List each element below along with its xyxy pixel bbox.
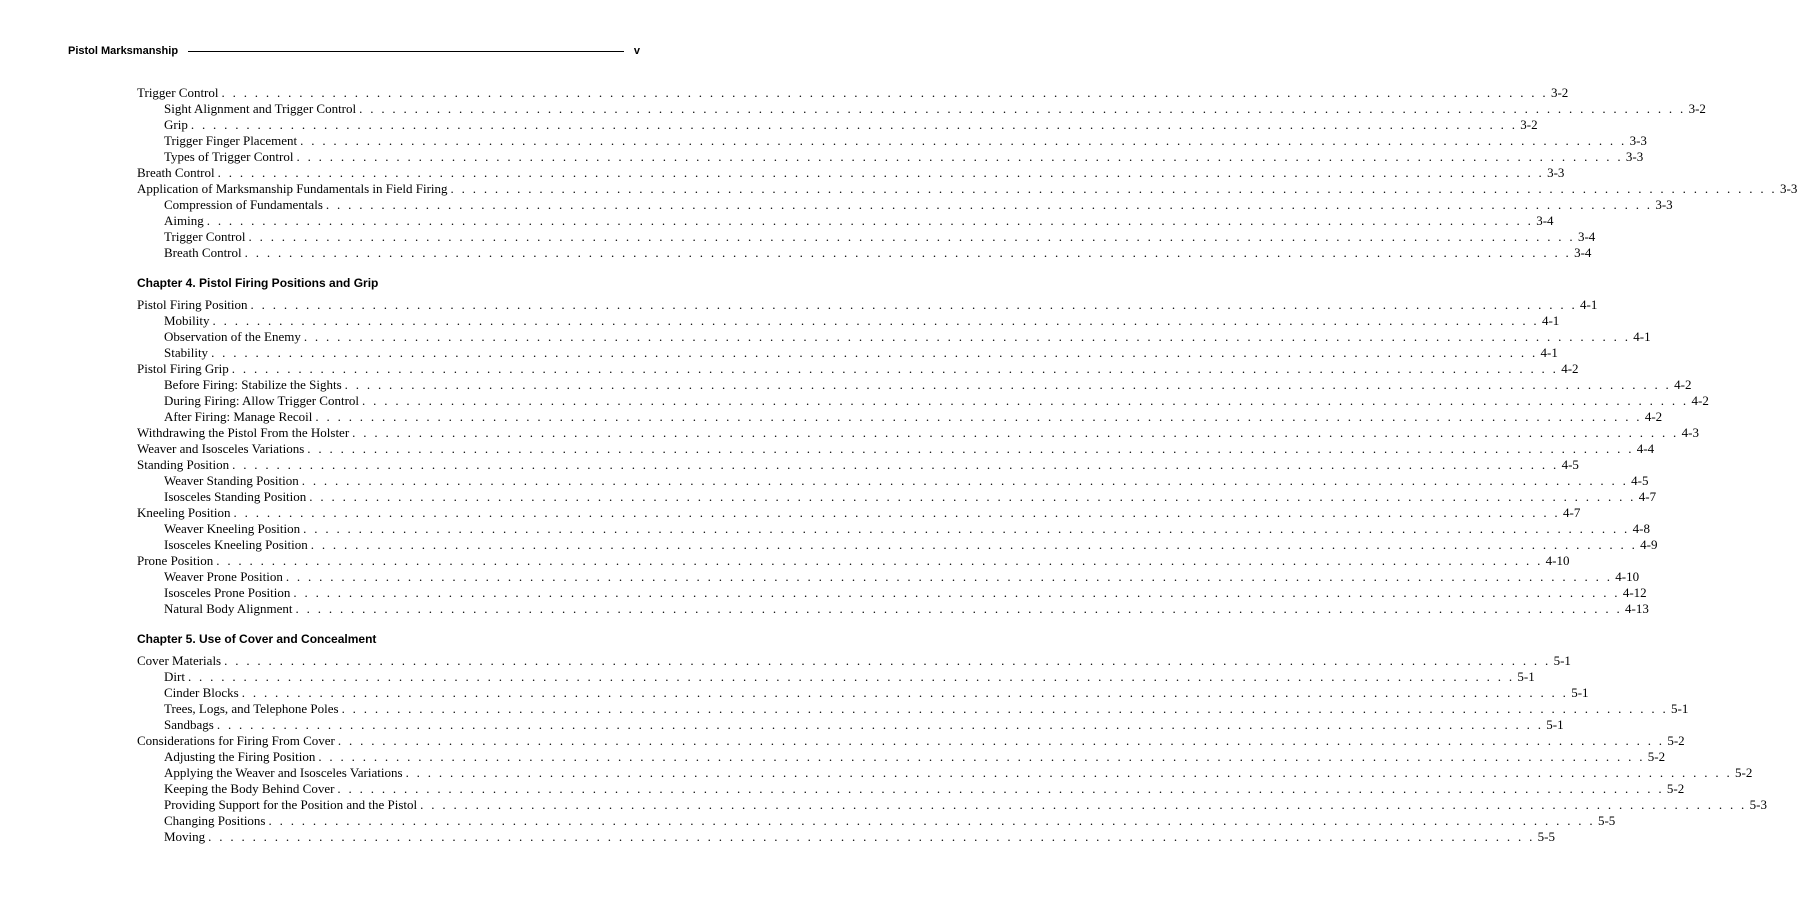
toc-entry-page: 3-3 bbox=[1779, 181, 1797, 196]
toc-entry-page: 3-3 bbox=[1547, 165, 1565, 180]
toc-subentry[interactable] bbox=[137, 473, 1649, 489]
toc-entry-page: 4-1 bbox=[1541, 313, 1560, 328]
toc-entry-title: Prone Position bbox=[137, 553, 214, 568]
toc-entry-title: Pistol Firing Grip bbox=[137, 361, 229, 376]
toc-entry-page: 5-1 bbox=[1553, 653, 1571, 668]
toc-entry-page: 4-1 bbox=[1540, 345, 1558, 360]
dot-leader: . . . . . . . . . . . . . . . . . . . . . . . . . . . . . . . . . . . . . . . . . . . . . . . . . . . . . . . . . . . . . . . . . . . . . . . . . . . . . . . . . . . . . . . . . . . . . . . . . . . . . . . . . . . . . . . . . . . . . . . . bbox=[244, 245, 1572, 260]
dot-leader: . . . . . . . . . . . . . . . . . . . . . . . . . . . . . . . . . . . . . . . . . . . . . . . . . . . . . . . . . . . . . . . . . . . . . . . . . . . . . . . . . . . . . . . . . . . . . . . . . . . . . . . . . . . . . . . . . . . . . . . . bbox=[231, 361, 1559, 376]
toc-entry-title: Stability bbox=[164, 345, 209, 360]
toc-entry-title: Isosceles Standing Position bbox=[164, 489, 307, 504]
toc-entry-title: Kneeling Position bbox=[137, 505, 231, 520]
dot-leader: . . . . . . . . . . . . . . . . . . . . . . . . . . . . . . . . . . . . . . . . . . . . . . . . . . . . . . . . . . . . . . . . . . . . . . . . . . . . . . . . . . . . . . . . . . . . . . . . . . . . . . . . . . . . . . . . . . . . . . . . bbox=[250, 297, 1577, 312]
toc-entry-page: 4-2 bbox=[1674, 377, 1692, 392]
toc-entry-title: Weaver and Isosceles Variations bbox=[137, 441, 305, 456]
toc-entry-title: Application of Marksmanship Fundamentals in Field Firing bbox=[137, 181, 448, 196]
toc-entry-page: 4-5 bbox=[1561, 457, 1579, 472]
toc-subentry[interactable] bbox=[137, 345, 1558, 361]
toc-subentry[interactable] bbox=[137, 101, 1706, 117]
dot-leader: . . . . . . . . . . . . . . . . . . . . . . . . . . . . . . . . . . . . . . . . . . . . . . . . . . . . . . . . . . . . . . . . . . . . . . . . . . . . . . . . . . . . . . . . . . . . . . . . . . . . . . . . . . . . . . . . . . . . . . . . bbox=[224, 653, 1551, 668]
toc-subentry[interactable] bbox=[137, 749, 1666, 765]
toc-entry-title: Providing Support for the Position and the Pistol bbox=[164, 797, 418, 812]
toc-entry-title: Weaver Prone Position bbox=[164, 569, 283, 584]
toc-entry-title: Withdrawing the Pistol From the Holster bbox=[137, 425, 350, 440]
toc-subentry[interactable] bbox=[137, 245, 1592, 261]
toc-entry[interactable] bbox=[137, 165, 1565, 181]
toc-entry[interactable] bbox=[137, 85, 1569, 101]
toc-entry-title: Sight Alignment and Trigger Control bbox=[164, 101, 357, 116]
toc-subentry[interactable] bbox=[137, 213, 1554, 229]
dot-leader: . . . . . . . . . . . . . . . . . . . . . . . . . . . . . . . . . . . . . . . . . . . . . . . . . . . . . . . . . . . . . . . . . . . . . . . . . . . . . . . . . . . . . . . . . . . . . . . . . . . . . . . . . . . . . . . . . . . . . . . . bbox=[303, 521, 1630, 536]
toc-entry-title: Trigger Control bbox=[164, 229, 246, 244]
toc-entry-title: Adjusting the Firing Position bbox=[164, 749, 316, 764]
header-page-number: v bbox=[633, 45, 640, 57]
toc-entry-title: Considerations for Firing From Cover bbox=[137, 733, 335, 748]
toc-entry-title: Trigger Finger Placement bbox=[164, 133, 298, 148]
toc-entry-page: 5-1 bbox=[1517, 669, 1535, 684]
toc-entry[interactable] bbox=[137, 733, 1685, 749]
toc-entry-page: 4-10 bbox=[1545, 553, 1570, 568]
dot-leader: . . . . . . . . . . . . . . . . . . . . . . . . . . . . . . . . . . . . . . . . . . . . . . . . . . . . . . . . . . . . . . . . . . . . . . . . . . . . . . . . . . . . . . . . . . . . . . . . . . . . . . . . . . . . . . . . . . . . . . . . bbox=[233, 505, 1560, 520]
toc-entry[interactable] bbox=[137, 653, 1571, 669]
toc-entry-page: 3-4 bbox=[1577, 229, 1596, 244]
toc-entry-title: After Firing: Manage Recoil bbox=[164, 409, 313, 424]
dot-leader: . . . . . . . . . . . . . . . . . . . . . . . . . . . . . . . . . . . . . . . . . . . . . . . . . . . . . . . . . . . . . . . . . . . . . . . . . . . . . . . . . . . . . . . . . . . . . . . . . . . . . . . . . . . . . . . . . . . . . . . . bbox=[268, 813, 1595, 828]
chapter-heading: Chapter 5. Use of Cover and Concealment bbox=[137, 632, 377, 646]
toc-entry-title: Applying the Weaver and Isosceles Variations bbox=[164, 765, 403, 780]
toc-entry-page: 4-2 bbox=[1644, 409, 1663, 424]
table-of-contents bbox=[137, 85, 1797, 845]
toc-entry-title: Trees, Logs, and Telephone Poles bbox=[164, 701, 339, 716]
toc-entry-page: 3-4 bbox=[1536, 213, 1554, 228]
toc-entry-title: Weaver Kneeling Position bbox=[164, 521, 301, 536]
dot-leader: . . . . . . . . . . . . . . . . . . . . . . . . . . . . . . . . . . . . . . . . . . . . . . . . . . . . . . . . . . . . . . . . . . . . . . . . . . . . . . . . . . . . . . . . . . . . . . . . . . . . . . . . . . . . . . . . . . . . . . . . bbox=[293, 585, 1620, 600]
toc-subentry[interactable] bbox=[137, 409, 1663, 425]
dot-leader: . . . . . . . . . . . . . . . . . . . . . . . . . . . . . . . . . . . . . . . . . . . . . . . . . . . . . . . . . . . . . . . . . . . . . . . . . . . . . . . . . . . . . . . . . . . . . . . . . . . . . . . . . . . . . . . . . . . . . . . . bbox=[309, 489, 1636, 504]
toc-subentry[interactable] bbox=[137, 569, 1640, 585]
toc-entry-page: 4-7 bbox=[1638, 489, 1657, 504]
toc-entry-page: 5-3 bbox=[1749, 797, 1767, 812]
toc-entry-title: Types of Trigger Control bbox=[164, 149, 294, 164]
toc-entry-page: 5-2 bbox=[1735, 765, 1753, 780]
dot-leader: . . . . . . . . . . . . . . . . . . . . . . . . . . . . . . . . . . . . . . . . . . . . . . . . . . . . . . . . . . . . . . . . . . . . . . . . . . . . . . . . . . . . . . . . . . . . . . . . . . . . . . . . . . . . . . . . . . . . . . . . bbox=[216, 553, 1543, 568]
toc-entry-title: Before Firing: Stabilize the Sights bbox=[164, 377, 342, 392]
dot-leader: . . . . . . . . . . . . . . . . . . . . . . . . . . . . . . . . . . . . . . . . . . . . . . . . . . . . . . . . . . . . . . . . . . . . . . . . . . . . . . . . . . . . . . . . . . . . . . . . . . . . . . . . . . . . . . . . . . . . . . . . bbox=[420, 797, 1747, 812]
toc-entry-title: Changing Positions bbox=[164, 813, 266, 828]
toc-entry-page: 4-8 bbox=[1632, 521, 1650, 536]
toc-subentry[interactable] bbox=[137, 701, 1689, 717]
toc-subentry[interactable] bbox=[137, 717, 1564, 733]
dot-leader: . . . . . . . . . . . . . . . . . . . . . . . . . . . . . . . . . . . . . . . . . . . . . . . . . . . . . . . . . . . . . . . . . . . . . . . . . . . . . . . . . . . . . . . . . . . . . . . . . . . . . . . . . . . . . . . . . . . . . . . . bbox=[405, 765, 1733, 780]
dot-leader: . . . . . . . . . . . . . . . . . . . . . . . . . . . . . . . . . . . . . . . . . . . . . . . . . . . . . . . . . . . . . . . . . . . . . . . . . . . . . . . . . . . . . . . . . . . . . . . . . . . . . . . . . . . . . . . . . . . . . . . . bbox=[190, 117, 1518, 132]
toc-entry-page: 3-4 bbox=[1574, 245, 1592, 260]
header-title: Pistol Marksmanship bbox=[68, 45, 179, 57]
dot-leader: . . . . . . . . . . . . . . . . . . . . . . . . . . . . . . . . . . . . . . . . . . . . . . . . . . . . . . . . . . . . . . . . . . . . . . . . . . . . . . . . . . . . . . . . . . . . . . . . . . . . . . . . . . . . . . . . . . . . . . . . bbox=[296, 149, 1623, 164]
toc-entry-title: Cover Materials bbox=[137, 653, 222, 668]
dot-leader: . . . . . . . . . . . . . . . . . . . . . . . . . . . . . . . . . . . . . . . . . . . . . . . . . . . . . . . . . . . . . . . . . . . . . . . . . . . . . . . . . . . . . . . . . . . . . . . . . . . . . . . . . . . . . . . . . . . . . . . . bbox=[337, 733, 1665, 748]
toc-entry-page: 5-2 bbox=[1667, 733, 1685, 748]
toc-entry-title: Isosceles Prone Position bbox=[164, 585, 291, 600]
toc-entry[interactable] bbox=[137, 425, 1699, 441]
dot-leader: . . . . . . . . . . . . . . . . . . . . . . . . . . . . . . . . . . . . . . . . . . . . . . . . . . . . . . . . . . . . . . . . . . . . . . . . . . . . . . . . . . . . . . . . . . . . . . . . . . . . . . . . . . . . . . . . . . . . . . . . bbox=[325, 197, 1653, 212]
dot-leader: . . . . . . . . . . . . . . . . . . . . . . . . . . . . . . . . . . . . . . . . . . . . . . . . . . . . . . . . . . . . . . . . . . . . . . . . . . . . . . . . . . . . . . . . . . . . . . . . . . . . . . . . . . . . . . . . . . . . . . . . bbox=[248, 229, 1575, 244]
dot-leader: . . . . . . . . . . . . . . . . . . . . . . . . . . . . . . . . . . . . . . . . . . . . . . . . . . . . . . . . . . . . . . . . . . . . . . . . . . . . . . . . . . . . . . . . . . . . . . . . . . . . . . . . . . . . . . . . . . . . . . . . bbox=[318, 749, 1645, 764]
toc-subentry[interactable] bbox=[137, 133, 1647, 149]
toc-entry-page: 5-2 bbox=[1666, 781, 1685, 796]
toc-subentry[interactable] bbox=[137, 813, 1616, 829]
toc-entry-page: 4-9 bbox=[1640, 537, 1658, 552]
dot-leader: . . . . . . . . . . . . . . . . . . . . . . . . . . . . . . . . . . . . . . . . . . . . . . . . . . . . . . . . . . . . . . . . . . . . . . . . . . . . . . . . . . . . . . . . . . . . . . . . . . . . . . . . . . . . . . . . . . . . . . . . bbox=[307, 441, 1634, 456]
dot-leader: . . . . . . . . . . . . . . . . . . . . . . . . . . . . . . . . . . . . . . . . . . . . . . . . . . . . . . . . . . . . . . . . . . . . . . . . . . . . . . . . . . . . . . . . . . . . . . . . . . . . . . . . . . . . . . . . . . . . . . . . bbox=[303, 329, 1631, 344]
dot-leader: . . . . . . . . . . . . . . . . . . . . . . . . . . . . . . . . . . . . . . . . . . . . . . . . . . . . . . . . . . . . . . . . . . . . . . . . . . . . . . . . . . . . . . . . . . . . . . . . . . . . . . . . . . . . . . . . . . . . . . . . bbox=[450, 181, 1777, 196]
toc-entry-page: 4-4 bbox=[1636, 441, 1655, 456]
dot-leader: . . . . . . . . . . . . . . . . . . . . . . . . . . . . . . . . . . . . . . . . . . . . . . . . . . . . . . . . . . . . . . . . . . . . . . . . . . . . . . . . . . . . . . . . . . . . . . . . . . . . . . . . . . . . . . . . . . . . . . . . bbox=[206, 213, 1534, 228]
toc-entry-title: Observation of the Enemy bbox=[164, 329, 301, 344]
dot-leader: . . . . . . . . . . . . . . . . . . . . . . . . . . . . . . . . . . . . . . . . . . . . . . . . . . . . . . . . . . . . . . . . . . . . . . . . . . . . . . . . . . . . . . . . . . . . . . . . . . . . . . . . . . . . . . . . . . . . . . . . bbox=[211, 345, 1538, 360]
chapter-heading: Chapter 4. Pistol Firing Positions and Grip bbox=[137, 276, 379, 290]
toc-entry-page: 4-2 bbox=[1691, 393, 1709, 408]
dot-leader: . . . . . . . . . . . . . . . . . . . . . . . . . . . . . . . . . . . . . . . . . . . . . . . . . . . . . . . . . . . . . . . . . . . . . . . . . . . . . . . . . . . . . . . . . . . . . . . . . . . . . . . . . . . . . . . . . . . . . . . . bbox=[241, 685, 1569, 700]
dot-leader: . . . . . . . . . . . . . . . . . . . . . . . . . . . . . . . . . . . . . . . . . . . . . . . . . . . . . . . . . . . . . . . . . . . . . . . . . . . . . . . . . . . . . . . . . . . . . . . . . . . . . . . . . . . . . . . . . . . . . . . . bbox=[362, 393, 1689, 408]
toc-entry-page: 4-5 bbox=[1631, 473, 1649, 488]
dot-leader: . . . . . . . . . . . . . . . . . . . . . . . . . . . . . . . . . . . . . . . . . . . . . . . . . . . . . . . . . . . . . . . . . . . . . . . . . . . . . . . . . . . . . . . . . . . . . . . . . . . . . . . . . . . . . . . . . . . . . . . . bbox=[295, 601, 1622, 616]
dot-leader: . . . . . . . . . . . . . . . . . . . . . . . . . . . . . . . . . . . . . . . . . . . . . . . . . . . . . . . . . . . . . . . . . . . . . . . . . . . . . . . . . . . . . . . . . . . . . . . . . . . . . . . . . . . . . . . . . . . . . . . . bbox=[344, 377, 1672, 392]
dot-leader: . . . . . . . . . . . . . . . . . . . . . . . . . . . . . . . . . . . . . . . . . . . . . . . . . . . . . . . . . . . . . . . . . . . . . . . . . . . . . . . . . . . . . . . . . . . . . . . . . . . . . . . . . . . . . . . . . . . . . . . . bbox=[310, 537, 1638, 552]
toc-entry-page: 5-5 bbox=[1537, 829, 1555, 844]
toc-subentry[interactable] bbox=[137, 685, 1589, 701]
toc-entry-page: 4-2 bbox=[1561, 361, 1579, 376]
toc-entry-page: 5-2 bbox=[1647, 749, 1666, 764]
toc-entry-title: Sandbags bbox=[164, 717, 214, 732]
toc-entry-page: 4-10 bbox=[1615, 569, 1640, 584]
toc-subentry[interactable] bbox=[137, 601, 1649, 617]
toc-subentry[interactable] bbox=[137, 781, 1685, 797]
toc-entry-title: Cinder Blocks bbox=[164, 685, 239, 700]
toc-entry-page: 5-1 bbox=[1571, 685, 1589, 700]
dot-leader: . . . . . . . . . . . . . . . . . . . . . . . . . . . . . . . . . . . . . . . . . . . . . . . . . . . . . . . . . . . . . . . . . . . . . . . . . . . . . . . . . . . . . . . . . . . . . . . . . . . . . . . . . . . . . . . . . . . . . . . . bbox=[208, 829, 1535, 844]
toc-subentry[interactable] bbox=[137, 149, 1644, 165]
toc-entry-page: 3-3 bbox=[1629, 133, 1647, 148]
toc-subentry[interactable] bbox=[137, 329, 1651, 345]
dot-leader: . . . . . . . . . . . . . . . . . . . . . . . . . . . . . . . . . . . . . . . . . . . . . . . . . . . . . . . . . . . . . . . . . . . . . . . . . . . . . . . . . . . . . . . . . . . . . . . . . . . . . . . . . . . . . . . . . . . . . . . . bbox=[352, 425, 1679, 440]
dot-leader: . . . . . . . . . . . . . . . . . . . . . . . . . . . . . . . . . . . . . . . . . . . . . . . . . . . . . . . . . . . . . . . . . . . . . . . . . . . . . . . . . . . . . . . . . . . . . . . . . . . . . . . . . . . . . . . . . . . . . . . . bbox=[221, 85, 1548, 100]
dot-leader: . . . . . . . . . . . . . . . . . . . . . . . . . . . . . . . . . . . . . . . . . . . . . . . . . . . . . . . . . . . . . . . . . . . . . . . . . . . . . . . . . . . . . . . . . . . . . . . . . . . . . . . . . . . . . . . . . . . . . . . . bbox=[232, 457, 1559, 472]
toc-entry-title: Compression of Fundamentals bbox=[164, 197, 323, 212]
toc-entry[interactable] bbox=[137, 181, 1797, 197]
toc-entry-title: Natural Body Alignment bbox=[164, 601, 293, 616]
toc-entry-page: 4-1 bbox=[1580, 297, 1598, 312]
toc-entry-title: Aiming bbox=[164, 213, 204, 228]
toc-subentry[interactable] bbox=[137, 393, 1709, 409]
toc-entry-page: 4-7 bbox=[1562, 505, 1581, 520]
toc-subentry[interactable] bbox=[137, 765, 1753, 781]
toc-subentry[interactable] bbox=[137, 669, 1535, 685]
toc-entry-page: 3-2 bbox=[1688, 101, 1706, 116]
toc-entry-page: 3-3 bbox=[1625, 149, 1644, 164]
toc-entry-page: 4-13 bbox=[1625, 601, 1649, 616]
toc-entry[interactable] bbox=[137, 441, 1655, 457]
toc-entry-page: 3-3 bbox=[1655, 197, 1673, 212]
toc-subentry[interactable] bbox=[137, 197, 1673, 213]
toc-subentry[interactable] bbox=[137, 521, 1650, 537]
toc-entry-page: 5-5 bbox=[1597, 813, 1616, 828]
toc-entry-page: 4-12 bbox=[1622, 585, 1647, 600]
toc-entry-title: Moving bbox=[164, 829, 206, 844]
toc-subentry[interactable] bbox=[137, 117, 1538, 133]
toc-entry-title: Weaver Standing Position bbox=[164, 473, 299, 488]
toc-entry[interactable] bbox=[137, 297, 1598, 313]
toc-entry[interactable] bbox=[137, 553, 1570, 569]
toc-subentry[interactable] bbox=[137, 377, 1692, 393]
toc-entry-page: 5-1 bbox=[1671, 701, 1689, 716]
toc-entry-title: Pistol Firing Position bbox=[137, 297, 248, 312]
toc-entry[interactable] bbox=[137, 505, 1581, 521]
toc-entry-title: Breath Control bbox=[164, 245, 242, 260]
toc-entry[interactable] bbox=[137, 457, 1579, 473]
toc-subentry[interactable] bbox=[137, 229, 1596, 245]
toc-entry-title: Breath Control bbox=[137, 165, 215, 180]
toc-subentry[interactable] bbox=[137, 585, 1647, 601]
toc-subentry[interactable] bbox=[137, 489, 1657, 505]
toc-entry-title: Isosceles Kneeling Position bbox=[164, 537, 308, 552]
dot-leader: . . . . . . . . . . . . . . . . . . . . . . . . . . . . . . . . . . . . . . . . . . . . . . . . . . . . . . . . . . . . . . . . . . . . . . . . . . . . . . . . . . . . . . . . . . . . . . . . . . . . . . . . . . . . . . . . . . . . . . . . bbox=[337, 781, 1664, 796]
toc-entry-page: 3-2 bbox=[1520, 117, 1538, 132]
toc-subentry[interactable] bbox=[137, 313, 1560, 329]
dot-leader: . . . . . . . . . . . . . . . . . . . . . . . . . . . . . . . . . . . . . . . . . . . . . . . . . . . . . . . . . . . . . . . . . . . . . . . . . . . . . . . . . . . . . . . . . . . . . . . . . . . . . . . . . . . . . . . . . . . . . . . . bbox=[341, 701, 1669, 716]
dot-leader: . . . . . . . . . . . . . . . . . . . . . . . . . . . . . . . . . . . . . . . . . . . . . . . . . . . . . . . . . . . . . . . . . . . . . . . . . . . . . . . . . . . . . . . . . . . . . . . . . . . . . . . . . . . . . . . . . . . . . . . . bbox=[212, 313, 1539, 328]
toc-entry-page: 3-2 bbox=[1550, 85, 1569, 100]
toc-entry-title: During Firing: Allow Trigger Control bbox=[164, 393, 360, 408]
dot-leader: . . . . . . . . . . . . . . . . . . . . . . . . . . . . . . . . . . . . . . . . . . . . . . . . . . . . . . . . . . . . . . . . . . . . . . . . . . . . . . . . . . . . . . . . . . . . . . . . . . . . . . . . . . . . . . . . . . . . . . . . bbox=[187, 669, 1515, 684]
toc-entry-title: Dirt bbox=[164, 669, 185, 684]
dot-leader: . . . . . . . . . . . . . . . . . . . . . . . . . . . . . . . . . . . . . . . . . . . . . . . . . . . . . . . . . . . . . . . . . . . . . . . . . . . . . . . . . . . . . . . . . . . . . . . . . . . . . . . . . . . . . . . . . . . . . . . . bbox=[359, 101, 1686, 116]
toc-entry-title: Mobility bbox=[164, 313, 210, 328]
toc-entry-page: 4-3 bbox=[1681, 425, 1699, 440]
running-header bbox=[68, 42, 640, 60]
toc-entry-title: Trigger Control bbox=[137, 85, 219, 100]
toc-subentry[interactable] bbox=[137, 797, 1767, 813]
toc-subentry[interactable] bbox=[137, 537, 1658, 553]
header-rule bbox=[188, 51, 624, 52]
dot-leader: . . . . . . . . . . . . . . . . . . . . . . . . . . . . . . . . . . . . . . . . . . . . . . . . . . . . . . . . . . . . . . . . . . . . . . . . . . . . . . . . . . . . . . . . . . . . . . . . . . . . . . . . . . . . . . . . . . . . . . . . bbox=[217, 165, 1545, 180]
toc-entry-title: Grip bbox=[164, 117, 188, 132]
dot-leader: . . . . . . . . . . . . . . . . . . . . . . . . . . . . . . . . . . . . . . . . . . . . . . . . . . . . . . . . . . . . . . . . . . . . . . . . . . . . . . . . . . . . . . . . . . . . . . . . . . . . . . . . . . . . . . . . . . . . . . . . bbox=[315, 409, 1642, 424]
dot-leader: . . . . . . . . . . . . . . . . . . . . . . . . . . . . . . . . . . . . . . . . . . . . . . . . . . . . . . . . . . . . . . . . . . . . . . . . . . . . . . . . . . . . . . . . . . . . . . . . . . . . . . . . . . . . . . . . . . . . . . . . bbox=[300, 133, 1627, 148]
toc-entry[interactable] bbox=[137, 361, 1579, 377]
dot-leader: . . . . . . . . . . . . . . . . . . . . . . . . . . . . . . . . . . . . . . . . . . . . . . . . . . . . . . . . . . . . . . . . . . . . . . . . . . . . . . . . . . . . . . . . . . . . . . . . . . . . . . . . . . . . . . . . . . . . . . . . bbox=[301, 473, 1629, 488]
toc-entry-page: 4-1 bbox=[1633, 329, 1651, 344]
dot-leader: . . . . . . . . . . . . . . . . . . . . . . . . . . . . . . . . . . . . . . . . . . . . . . . . . . . . . . . . . . . . . . . . . . . . . . . . . . . . . . . . . . . . . . . . . . . . . . . . . . . . . . . . . . . . . . . . . . . . . . . . bbox=[216, 717, 1544, 732]
toc-entry-title: Standing Position bbox=[137, 457, 230, 472]
toc-entry-title: Keeping the Body Behind Cover bbox=[164, 781, 335, 796]
dot-leader: . . . . . . . . . . . . . . . . . . . . . . . . . . . . . . . . . . . . . . . . . . . . . . . . . . . . . . . . . . . . . . . . . . . . . . . . . . . . . . . . . . . . . . . . . . . . . . . . . . . . . . . . . . . . . . . . . . . . . . . . bbox=[285, 569, 1613, 584]
toc-subentry[interactable] bbox=[137, 829, 1555, 845]
toc-entry-page: 5-1 bbox=[1546, 717, 1564, 732]
